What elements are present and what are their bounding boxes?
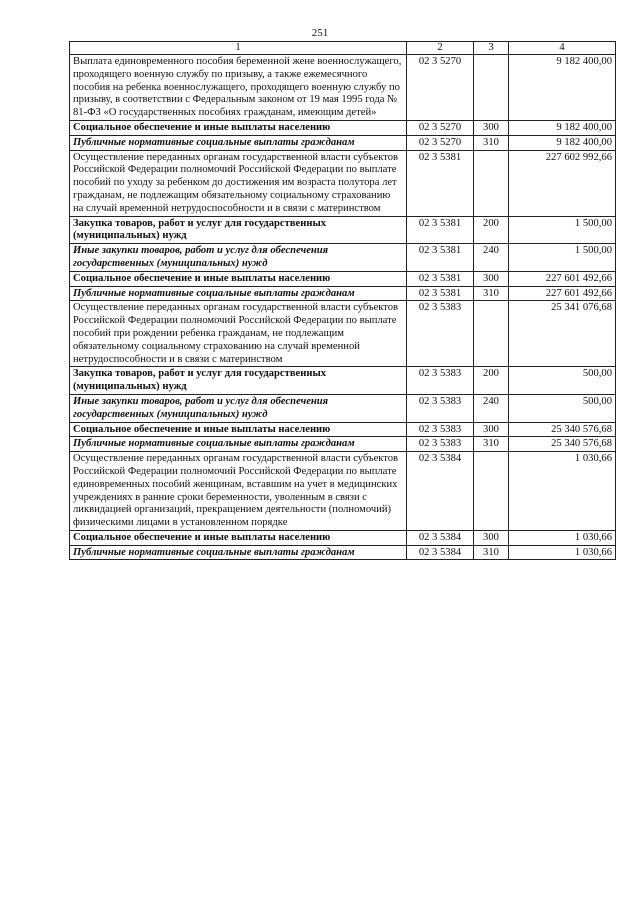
row-amount: 1 030,66 bbox=[509, 530, 616, 545]
table-row bbox=[70, 271, 616, 286]
row-description: Публичные нормативные социальные выплаты гражданам bbox=[70, 437, 407, 452]
row-expense-type: 300 bbox=[474, 530, 509, 545]
row-target-code: 02 3 5381 bbox=[407, 271, 474, 286]
row-target-code: 02 3 5383 bbox=[407, 367, 474, 395]
table-row bbox=[70, 437, 616, 452]
row-description: Иные закупки товаров, работ и услуг для обеспечения государственных (муниципальных) нужд bbox=[70, 394, 407, 422]
row-target-code: 02 3 5383 bbox=[407, 422, 474, 437]
row-target-code: 02 3 5383 bbox=[407, 394, 474, 422]
row-expense-type bbox=[474, 55, 509, 121]
column-header-2: 2 bbox=[407, 42, 474, 55]
row-expense-type: 310 bbox=[474, 545, 509, 560]
row-expense-type: 310 bbox=[474, 286, 509, 301]
row-amount: 1 030,66 bbox=[509, 545, 616, 560]
table-row bbox=[70, 286, 616, 301]
table-row bbox=[70, 216, 616, 244]
row-description: Социальное обеспечение и иные выплаты населению bbox=[70, 271, 407, 286]
row-expense-type: 200 bbox=[474, 367, 509, 395]
row-amount: 9 182 400,00 bbox=[509, 55, 616, 121]
row-amount: 25 340 576,68 bbox=[509, 437, 616, 452]
row-expense-type: 240 bbox=[474, 394, 509, 422]
column-header-1: 1 bbox=[70, 42, 407, 55]
row-description: Публичные нормативные социальные выплаты гражданам bbox=[70, 135, 407, 150]
table-row bbox=[70, 135, 616, 150]
row-amount: 227 601 492,66 bbox=[509, 286, 616, 301]
row-description: Осуществление переданных органам государственной власти субъектов Российской Федерации полномочий Российской Федерации по выплате единовременных пособий женщинам, вставшим на учет в медицинских учреждениях в ранние сроки беременности, уволенным в связи с ликвидацией организаций, прекращением деятельности (полномочий) физическими лицами в установленном порядке bbox=[70, 452, 407, 531]
row-expense-type: 300 bbox=[474, 120, 509, 135]
row-amount: 1 500,00 bbox=[509, 216, 616, 244]
row-target-code: 02 3 5384 bbox=[407, 530, 474, 545]
row-description: Публичные нормативные социальные выплаты гражданам bbox=[70, 286, 407, 301]
table-body bbox=[70, 55, 616, 560]
page-number: 251 bbox=[311, 27, 329, 39]
budget-table bbox=[69, 41, 616, 560]
row-target-code: 02 3 5270 bbox=[407, 135, 474, 150]
row-expense-type: 200 bbox=[474, 216, 509, 244]
row-description: Осуществление переданных органам государственной власти субъектов Российской Федерации полномочий Российской Федерации по выплате пособий при рождении ребенка гражданам, не подлежащим обязательному социальному страхованию на случай временной нетрудоспособности и в связи с материнством bbox=[70, 301, 407, 367]
row-expense-type: 310 bbox=[474, 437, 509, 452]
row-description: Социальное обеспечение и иные выплаты населению bbox=[70, 422, 407, 437]
row-expense-type: 240 bbox=[474, 244, 509, 272]
table-header-row bbox=[70, 42, 616, 55]
row-amount: 227 601 492,66 bbox=[509, 271, 616, 286]
row-expense-type bbox=[474, 452, 509, 531]
row-description: Иные закупки товаров, работ и услуг для обеспечения государственных (муниципальных) нужд bbox=[70, 244, 407, 272]
row-description: Социальное обеспечение и иные выплаты населению bbox=[70, 530, 407, 545]
row-amount: 500,00 bbox=[509, 367, 616, 395]
row-description: Публичные нормативные социальные выплаты гражданам bbox=[70, 545, 407, 560]
row-amount: 9 182 400,00 bbox=[509, 135, 616, 150]
row-amount: 1 030,66 bbox=[509, 452, 616, 531]
row-expense-type bbox=[474, 150, 509, 216]
row-target-code: 02 3 5381 bbox=[407, 150, 474, 216]
column-header-4: 4 bbox=[509, 42, 616, 55]
row-description: Закупка товаров, работ и услуг для государственных (муниципальных) нужд bbox=[70, 367, 407, 395]
row-description: Осуществление переданных органам государственной власти субъектов Российской Федерации полномочий Российской Федерации по выплате пособий по уходу за ребенком до достижения им возраста полутора лет гражданам, не подлежащим обязательному социальному страхованию на случай временной нетрудоспособности и в связи с материнством bbox=[70, 150, 407, 216]
table-row bbox=[70, 301, 616, 367]
table-row bbox=[70, 530, 616, 545]
row-expense-type bbox=[474, 301, 509, 367]
row-target-code: 02 3 5383 bbox=[407, 301, 474, 367]
row-expense-type: 300 bbox=[474, 422, 509, 437]
table-row bbox=[70, 244, 616, 272]
row-amount: 25 341 076,68 bbox=[509, 301, 616, 367]
row-target-code: 02 3 5381 bbox=[407, 216, 474, 244]
column-header-3: 3 bbox=[474, 42, 509, 55]
row-expense-type: 310 bbox=[474, 135, 509, 150]
row-amount: 227 602 992,66 bbox=[509, 150, 616, 216]
table-row bbox=[70, 120, 616, 135]
table-row bbox=[70, 422, 616, 437]
table-row bbox=[70, 367, 616, 395]
row-amount: 9 182 400,00 bbox=[509, 120, 616, 135]
row-target-code: 02 3 5384 bbox=[407, 452, 474, 531]
table-row bbox=[70, 545, 616, 560]
row-description: Закупка товаров, работ и услуг для государственных (муниципальных) нужд bbox=[70, 216, 407, 244]
row-target-code: 02 3 5270 bbox=[407, 120, 474, 135]
row-description: Выплата единовременного пособия беременной жене военнослужащего, проходящего военную службу по призыву, а также ежемесячного пособия на ребенка военнослужащего, проходящего военную службу по призыву, в соответствии с Федеральным законом от 19 мая 1995 года № 81-ФЗ «О государственных пособиях гражданам, имеющим детей» bbox=[70, 55, 407, 121]
row-description: Социальное обеспечение и иные выплаты населению bbox=[70, 120, 407, 135]
table-row bbox=[70, 452, 616, 531]
table-row bbox=[70, 55, 616, 121]
row-target-code: 02 3 5381 bbox=[407, 286, 474, 301]
table-row bbox=[70, 150, 616, 216]
row-target-code: 02 3 5381 bbox=[407, 244, 474, 272]
row-amount: 1 500,00 bbox=[509, 244, 616, 272]
row-target-code: 02 3 5383 bbox=[407, 437, 474, 452]
table-row bbox=[70, 394, 616, 422]
row-expense-type: 300 bbox=[474, 271, 509, 286]
row-amount: 500,00 bbox=[509, 394, 616, 422]
row-amount: 25 340 576,68 bbox=[509, 422, 616, 437]
row-target-code: 02 3 5270 bbox=[407, 55, 474, 121]
row-target-code: 02 3 5384 bbox=[407, 545, 474, 560]
